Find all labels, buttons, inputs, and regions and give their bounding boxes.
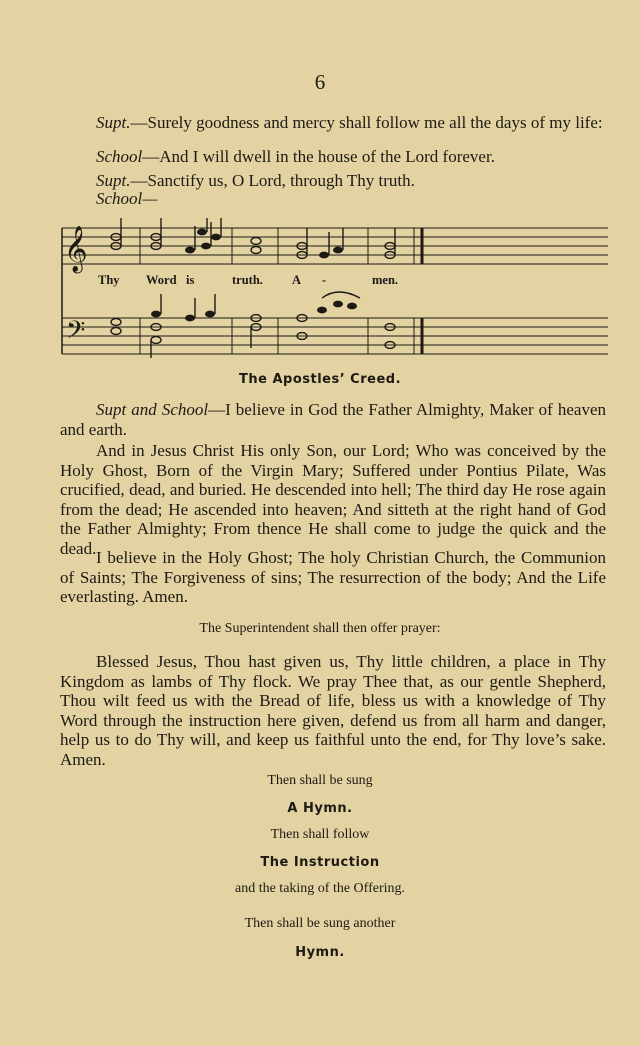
versicle-supt-2: Supt.—Sanctify us, O Lord, through Thy truth. [96,171,415,190]
lyric-word: Word [146,273,177,287]
creed-paragraph-2: And in Jesus Christ His only Son, our Lord; Who was conceived by the Holy Ghost, Born of the Virgin Mary; Suffered under Pontius Pilate, Was crucified, dead, and buried. He descended into hell; The third day He rose again from the dead; He ascended into heaven; And sitteth at the right hand of God the Father Almighty; From thence He shall come to judge the quick and the dead. [60,441,606,558]
creed-paragraph-3: I believe in the Holy Ghost; The holy Christian Church, the Communion of Saints; The Forgiveness of sins; The resurrection of the body; And the Life everlasting. Amen. [60,548,606,606]
creed-heading: The Apostles’ Creed. [238,372,402,387]
treble-quarter-notes [185,229,343,259]
heading-a-hymn: A Hymn. [287,801,353,816]
rubric-offering: and the taking of the Offering. [234,881,406,896]
heading-hymn: Hymn. [295,945,345,960]
creed-paragraph-1: Supt and School—I believe in God the Father Almighty, Maker of heaven and earth. [60,400,606,439]
lyric-thy: Thy [98,273,120,287]
rubric-then-follow: Then shall follow [270,827,370,842]
lyric-is: is [186,273,195,287]
versicle-supt-1: Supt.—Surely goodness and mercy shall follow me all the days of my life: [96,113,603,132]
response-school-2: School— [96,189,158,208]
treble-clef-icon: 𝄞 [64,226,88,272]
prayer-text: Blessed Jesus, Thou hast given us, Thy little children, a place in Thy Kingdom as lambs of Thy flock. We pray Thee that, as our gentle Shepherd, Thou wilt feed us with the Bread of life, bless us with a knowledge of Thy Word through the instruction here given, defend us from all harm and danger, help us to do Thy will, and keep us faithful unto the end, for Thy love’s sake. Amen. [60,652,606,769]
rubric-then-sung: Then shall be sung [267,773,373,788]
lyric-men: men. [372,273,399,287]
response-school-1: School—And I will dwell in the house of the Lord forever. [96,147,495,166]
treble-notes [111,218,395,258]
prayer-rubric: The Superintendent shall then offer prayer: [199,621,441,636]
bass-clef-icon: 𝄢 [66,316,86,351]
lyric-truth: truth. [232,273,263,287]
rubric-sung-another: Then shall be sung another [244,916,396,931]
page-number: 6 [314,70,326,94]
staff-notation [60,218,610,358]
lyric-a: A [292,273,302,287]
music-score [60,218,610,358]
lyric-hyphen: - [322,273,327,287]
heading-instruction: The Instruction [260,855,380,870]
